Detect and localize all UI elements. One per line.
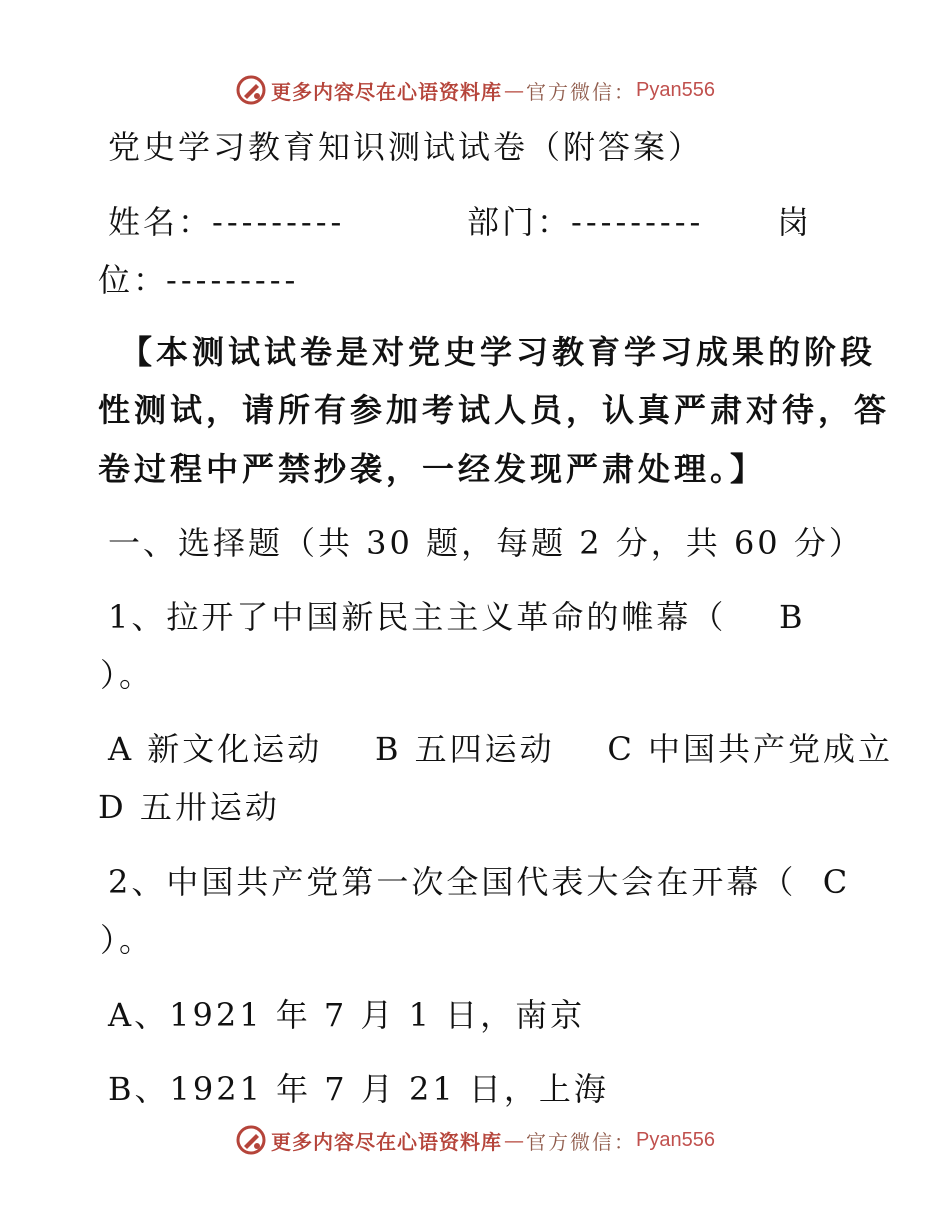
notice-line-2: 性测试，请所有参加考试人员，认真严肃对待，答 [98, 391, 891, 429]
watermark-header [235, 72, 715, 108]
watermark-account: Pyan556 [636, 78, 715, 101]
notice-line-3: 卷过程中严禁抄袭，一经发现严肃处理。】 [98, 450, 767, 488]
name-label: 姓名： [108, 203, 214, 241]
post-label-part2: 位： [98, 261, 169, 299]
question-1-stem: 1、拉开了中国新民主主义革命的帷幕（ B [108, 598, 806, 636]
watermark-brand: 更多内容尽在心语资料库 [271, 79, 502, 104]
question-2-option-a: A、1921 年 7 月 1 日，南京 [108, 996, 586, 1034]
dept-label: 部门： [467, 203, 573, 241]
watermark-label: 官方微信： [526, 79, 636, 104]
page-title: 党史学习教育知识测试试卷（附答案） [108, 128, 704, 166]
section-heading: 一、选择题（共 30 题，每题 2 分，共 60 分） [108, 524, 864, 562]
post-label-part1: 岗 [777, 203, 813, 241]
watermark-dash: — [504, 78, 524, 102]
brand-logo-icon [235, 74, 267, 106]
watermark-label: 官方微信： [526, 1129, 636, 1154]
brand-logo-icon [235, 1124, 267, 1156]
question-1-stem-end: ）。 [100, 656, 155, 694]
watermark-dash: — [504, 1128, 524, 1152]
question-1-option-d: D 五卅运动 [98, 788, 280, 826]
notice-line-1: 【本测试试卷是对党史学习教育学习成果的阶段 [120, 333, 877, 371]
question-2-stem-end: ）。 [100, 921, 155, 959]
watermark-footer [235, 1122, 715, 1158]
question-2-stem: 2、中国共产党第一次全国代表大会在开幕（ C [108, 863, 851, 901]
watermark-account: Pyan556 [636, 1128, 715, 1151]
name-blank: --------- [212, 203, 346, 241]
dept-blank: --------- [571, 203, 705, 241]
watermark-brand: 更多内容尽在心语资料库 [271, 1129, 502, 1154]
question-1-options: A 新文化运动 B 五四运动 C 中国共产党成立 [108, 730, 894, 768]
question-2-option-b: B、1921 年 7 月 21 日，上海 [108, 1070, 609, 1108]
post-blank: --------- [166, 261, 300, 299]
